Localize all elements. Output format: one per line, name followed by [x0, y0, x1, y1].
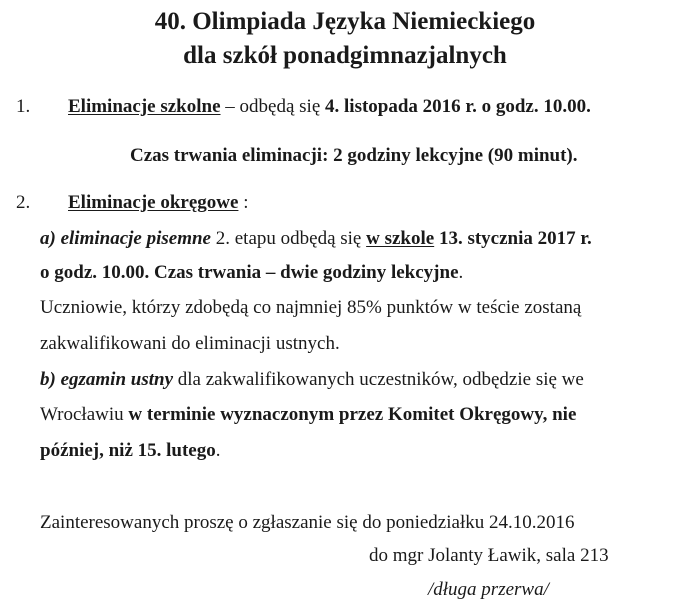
section-2-b-line-2-bold: w terminie wyznaczonym przez Komitet Okręgowy, nie: [128, 404, 577, 425]
section-2-b-line-3-end: .: [215, 440, 221, 461]
section-2-a-line-2-end: .: [458, 262, 464, 283]
section-2-a-line-4: zakwalifikowani do eliminacji ustnych.: [40, 333, 340, 354]
section-2-a-label: a) eliminacje pisemne: [40, 228, 211, 249]
footer-line-3-text: /długa przerwa/: [428, 579, 549, 600]
section-2-b-line-3: [40, 440, 221, 462]
section-2-a-line-3: Uczniowie, którzy zdobędą co najmniej 85% punktów w teście zostaną: [40, 297, 582, 318]
title-line-1: 40. Olimpiada Języka Niemieckiego: [154, 8, 536, 35]
section-2-a-where: w szkole: [366, 228, 435, 249]
section-2-b-text-1: dla zakwalifikowanych uczestników, odbędzie się we: [173, 369, 584, 390]
section-1-number: 1.: [16, 96, 31, 117]
section-2-heading-suffix: :: [238, 192, 249, 213]
section-2-a-line-1: [40, 228, 592, 250]
section-2-heading-line: [68, 192, 248, 214]
title-line-2: dla szkół ponadgimnazjalnych: [183, 42, 507, 69]
section-2-b-line-2: [40, 404, 576, 426]
section-2-a-line-2-bold: o godz. 10.00. Czas trwania – dwie godziny lekcyjne: [40, 262, 459, 283]
section-2-number: 2.: [16, 192, 31, 213]
section-1-date-time: 4. listopada 2016 r. o godz. 10.00.: [325, 96, 591, 117]
section-2-b-line-3-bold: później, niż 15. lutego: [40, 440, 216, 461]
footer-line-1: Zainteresowanych proszę o zgłaszanie się do poniedziałku 24.10.2016: [40, 512, 575, 533]
section-2-a-line-2: [40, 262, 463, 284]
section-1-line: [68, 96, 591, 118]
section-1-duration: [130, 145, 578, 167]
section-2-a-text-1: 2. etapu odbędą się: [210, 228, 367, 249]
section-2-heading: Eliminacje okręgowe: [68, 192, 239, 213]
section-2-b-line-2-start: Wrocławiu: [40, 404, 129, 425]
section-2-a-date: 13. stycznia 2017 r.: [434, 228, 592, 249]
section-1-heading: Eliminacje szkolne: [68, 96, 221, 117]
section-2-b-label: b) egzamin ustny: [40, 369, 174, 390]
footer-line-2: do mgr Jolanty Ławik, sala 213: [369, 545, 609, 566]
footer-line-3: [428, 579, 549, 601]
section-1-duration-text: Czas trwania eliminacji: 2 godziny lekcyjne (90 minut).: [130, 145, 578, 166]
section-2-b-line-1: [40, 369, 584, 391]
section-1-dash-text: – odbędą się: [220, 96, 326, 117]
